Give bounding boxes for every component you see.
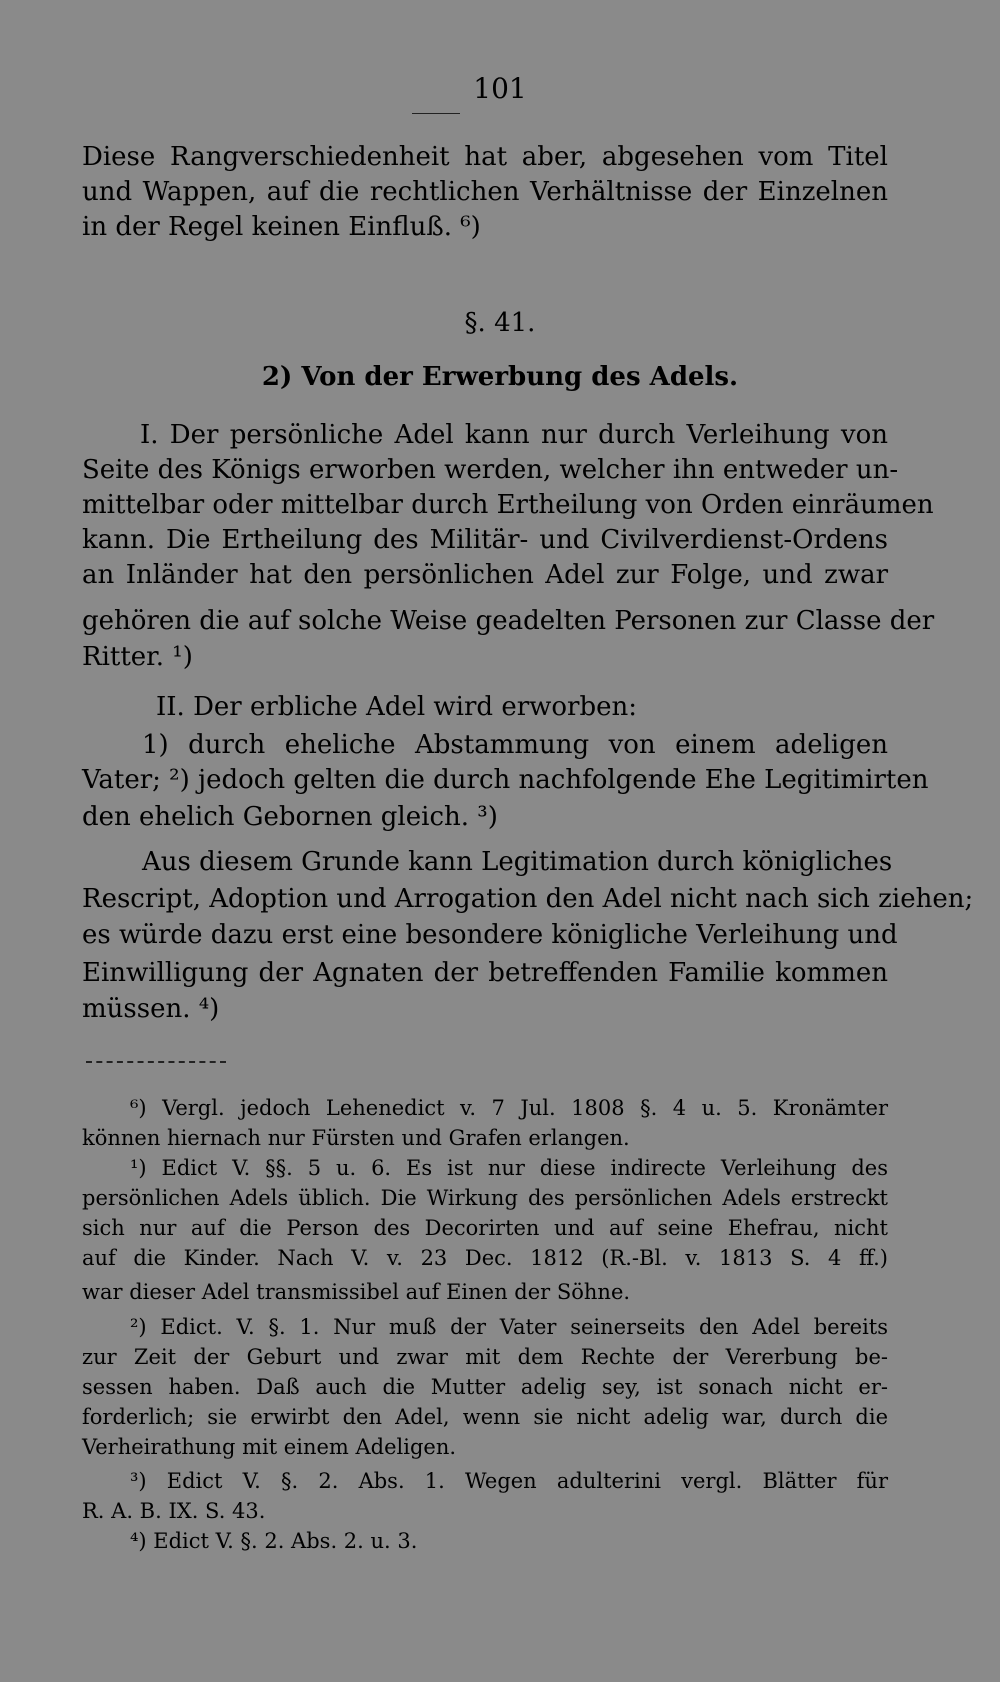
body-line: den ehelich Gebornen gleich. ³) <box>82 802 498 832</box>
body-line: I. Der persönliche Adel kann nur durch Verleihung von <box>140 420 888 450</box>
footnote-line: können hiernach nur Fürsten und Grafen erlangen. <box>82 1126 630 1150</box>
body-line: Aus diesem Grunde kann Legitimation durch königliches <box>142 847 893 877</box>
body-line: an Inländer hat den persönlichen Adel zur Folge, und zwar <box>82 560 888 590</box>
body-line: kann. Die Ertheilung des Militär- und Civilverdienst-Ordens <box>82 525 888 555</box>
footnote-line: sessen haben. Daß auch die Mutter adelig sey, ist sonach nicht er- <box>82 1375 888 1399</box>
body-line: Einwilligung der Agnaten der betreffenden Familie kommen <box>82 958 888 988</box>
footnote-line: persönlichen Adels üblich. Die Wirkung des persönlichen Adels erstreckt <box>82 1186 888 1210</box>
header-rule <box>412 113 460 114</box>
body-line: Ritter. ¹) <box>82 642 193 672</box>
intro-line: und Wappen, auf die rechtlichen Verhältnisse der Einzelnen <box>82 177 888 207</box>
footnote-line: sich nur auf die Person des Decorirten und auf seine Ehefrau, nicht <box>82 1216 888 1240</box>
section-number: §. 41. <box>464 308 536 338</box>
body-line: 1) durch eheliche Abstammung von einem adeligen <box>142 730 888 760</box>
intro-line: in der Regel keinen Einfluß. ⁶) <box>82 212 481 242</box>
body-line: es würde dazu erst eine besondere königliche Verleihung und <box>82 920 898 950</box>
body-line: müssen. ⁴) <box>82 994 220 1024</box>
footnote-line: R. A. B. IX. S. 43. <box>82 1499 266 1523</box>
footnote-line: ¹) Edict V. §§. 5 u. 6. Es ist nur diese indirecte Verleihung des <box>130 1156 888 1180</box>
body-line: mittelbar oder mittelbar durch Ertheilung von Orden einräumen <box>82 490 934 520</box>
body-line: Rescript, Adoption und Arrogation den Adel nicht nach sich ziehen; <box>82 884 974 914</box>
footnote-line: zur Zeit der Geburt und zwar mit dem Rechte der Vererbung be- <box>82 1345 888 1369</box>
page-number: 101 <box>473 72 527 105</box>
footnote-line: auf die Kinder. Nach V. v. 23 Dec. 1812 (R.-Bl. v. 1813 S. 4 ff.) <box>82 1246 888 1270</box>
intro-line: Diese Rangverschiedenheit hat aber, abgesehen vom Titel <box>82 142 888 172</box>
footnote-line: ⁶) Vergl. jedoch Lehenedict v. 7 Jul. 1808 §. 4 u. 5. Kronämter <box>130 1096 888 1120</box>
footnote-line: war dieser Adel transmissibel auf Einen der Söhne. <box>82 1280 631 1304</box>
footnote-line: Verheirathung mit einem Adeligen. <box>82 1435 457 1459</box>
footnote-line: ³) Edict V. §. 2. Abs. 1. Wegen adulterini vergl. Blätter für <box>130 1469 888 1493</box>
body-line: gehören die auf solche Weise geadelten Personen zur Classe der <box>82 606 935 636</box>
body-line: Seite des Königs erworben werden, welcher ihn entweder un- <box>82 455 899 485</box>
footnote-line: ⁴) Edict V. §. 2. Abs. 2. u. 3. <box>130 1529 418 1553</box>
section-title: 2) Von der Erwerbung des Adels. <box>261 362 739 392</box>
body-line: Vater; ²) jedoch gelten die durch nachfolgende Ehe Legitimirten <box>82 765 929 795</box>
body-line: II. Der erbliche Adel wird erworben: <box>156 692 638 722</box>
footnote-line: ²) Edict. V. §. 1. Nur muß der Vater seinerseits den Adel bereits <box>130 1315 888 1339</box>
footnote-rule <box>86 1061 226 1063</box>
footnote-line: forderlich; sie erwirbt den Adel, wenn sie nicht adelig war, durch die <box>82 1405 888 1429</box>
